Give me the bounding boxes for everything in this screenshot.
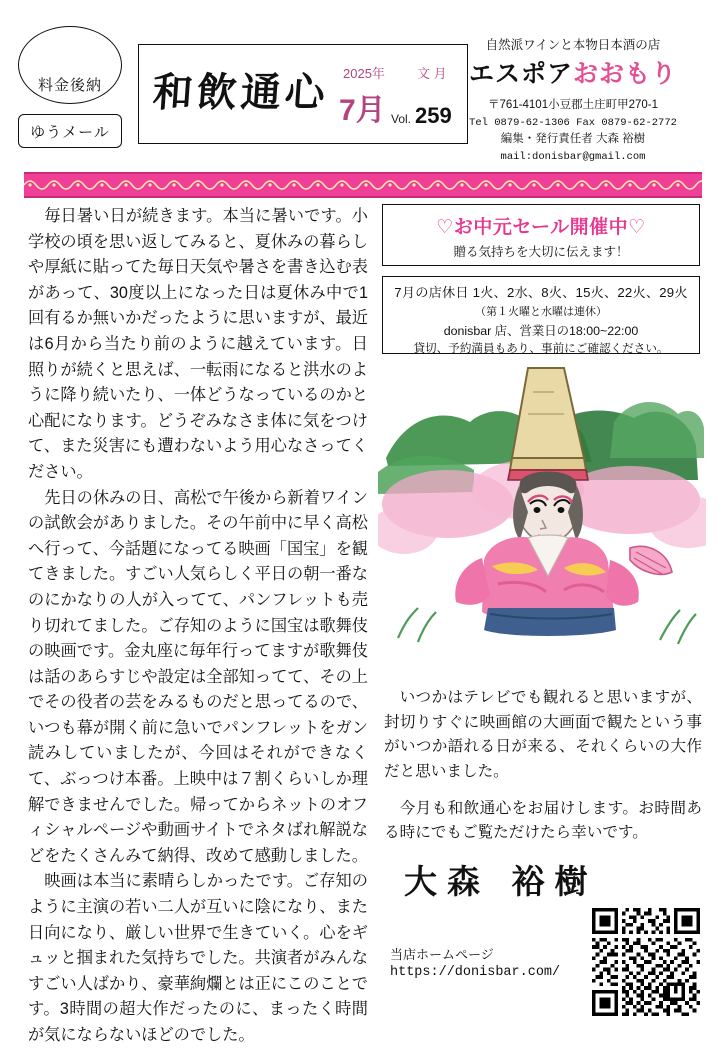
bar-hours: donisbar 店、営業日の18:00~22:00 [443,324,639,338]
article-paragraph-2: 先日の休みの日、高松で午後から新着ワインの試飲会がありました。その午前中に早く高松へ行って、今話題になってる映画「国宝」を観てきました。すごい人気らしく平日の朝一番なのにかなりの人が入ってて、パンフレットも売り切れてました。ご存知のように国宝は歌舞伎の映画です。金丸座に毎年行ってますが歌舞伎は話のあらすじや設定は全部知ってて、その上でその役者の芸をみるものだと思ってるので、いつも幕が開く前に急いでパンフレットをガン読みしていましたが、今回はそれができなくて、ぶっつけ本番。上映中は７割くらいしか理解できませんでした。帰ってからネットのオフィシャルページや動画サイトでネタばれ解説などをたくさんみて納得、改めて感動しました。 [28,488,368,865]
newsletter-title: 和飲通心 [151,69,331,116]
shop-mail: mail:donisbar@gmail.com [500,151,646,164]
qr-code[interactable] [592,908,700,1016]
homepage-url[interactable]: https://donisbar.com/ [390,965,561,980]
closing-paragraph-1: いつかはテレビでも観れると思いますが、封切りすぐに映画館の大画面で観たという事がいつか語れる日が来る、それくらいの大作だと思いました。 [384,689,702,780]
sale-title: ♡お中元セール開催中♡ [436,217,646,238]
kabuki-illustration [378,362,706,672]
issue-month: 7月 [339,94,386,127]
holiday-note: （第１火曜と水曜は連休） [475,306,607,318]
closing-text [384,686,702,846]
homepage-label: 当店ホームページ [390,947,494,962]
holiday-dates: 7月の店休日 1火、2水、8火、15火、22火、29火 [394,285,688,300]
issue-volume-label: Vol. [391,112,412,126]
shop-telfax: Tel 0879-62-1306 Fax 0879-62-2772 [469,117,677,130]
shop-name-part2: おおもり [573,59,678,88]
article-paragraph-3: 映画は本当に素晴らしかったです。ご存知のように主演の若い二人が互いに陰になり、また日向になり、厳しい世界で生きていく。心をギュッと掴まれた気持ちでした。共演者がみんなすごい人ばかり、豪華絢爛とは正にこのことです。3時間の超大作だったのに、まったく時間が気にならないほどのでした。 [28,872,368,1044]
signature-name: 大森 裕樹 [404,862,598,901]
closing-paragraph-2: 今月も和飲通心をお届けします。お時間ある時にでもご覧ただけたら幸いです。 [384,799,702,842]
reservation-note: 貸切、予約満員もあり、事前にご確認ください。 [413,342,669,355]
kabuki-actor-drawing [378,362,706,672]
issue-year: 2025年 [343,66,385,81]
yu-mail-stamp [18,114,122,148]
decorative-divider-bar [24,172,702,198]
shop-name [443,56,703,94]
qr-code-graphic [592,908,700,1016]
issue-volume-number: 259 [415,103,452,128]
shop-name-part1: エスポア [468,59,573,88]
divider-swirl-pattern [24,174,702,196]
postage-paid-stamp [18,26,122,104]
yu-mail-label: ゆうメール [30,123,110,141]
kabuki-face [513,472,583,543]
postage-marks [18,26,128,148]
page-header [0,0,725,165]
main-article [28,204,368,1049]
shop-editor: 編集・発行責任者 大森 裕樹 [500,133,646,146]
masthead [138,44,468,144]
shop-info [443,36,703,165]
shop-tagline: 自然派ワインと本物日本酒の店 [485,38,661,52]
postage-paid-label: 料金後納 [37,77,102,94]
article-paragraph-1: 毎日暑い日が続きます。本当に暑いです。小学校の頃を思い返してみると、夏休みの暮らしや厚紙に貼ってた毎日天気や暑さを書き込む表があって、30度以上になった日は夏休み中で1回有るか無いかだったように思いますが、最近は6月から当たり前のように越えています。日照りが続くと思えば、一転雨になると洪水のように降り続いたり、一体どうなっているのかと心配になります。どうぞみなさま体に気をつけて、また災害にも遭わないよう用心なさってください。 [28,207,368,481]
folding-fan [630,546,672,574]
issue-month-name: 文 月 [417,66,447,81]
kabuki-kimono [482,535,616,636]
store-holiday-box [382,276,700,354]
sale-announcement-box [382,204,700,266]
sale-subtitle: 贈る気持ちを大切に伝えます！ [453,245,629,259]
shop-address: 〒761-4101小豆郡土庄町甲270-1 [487,99,658,112]
kabuki-hat [508,368,588,480]
